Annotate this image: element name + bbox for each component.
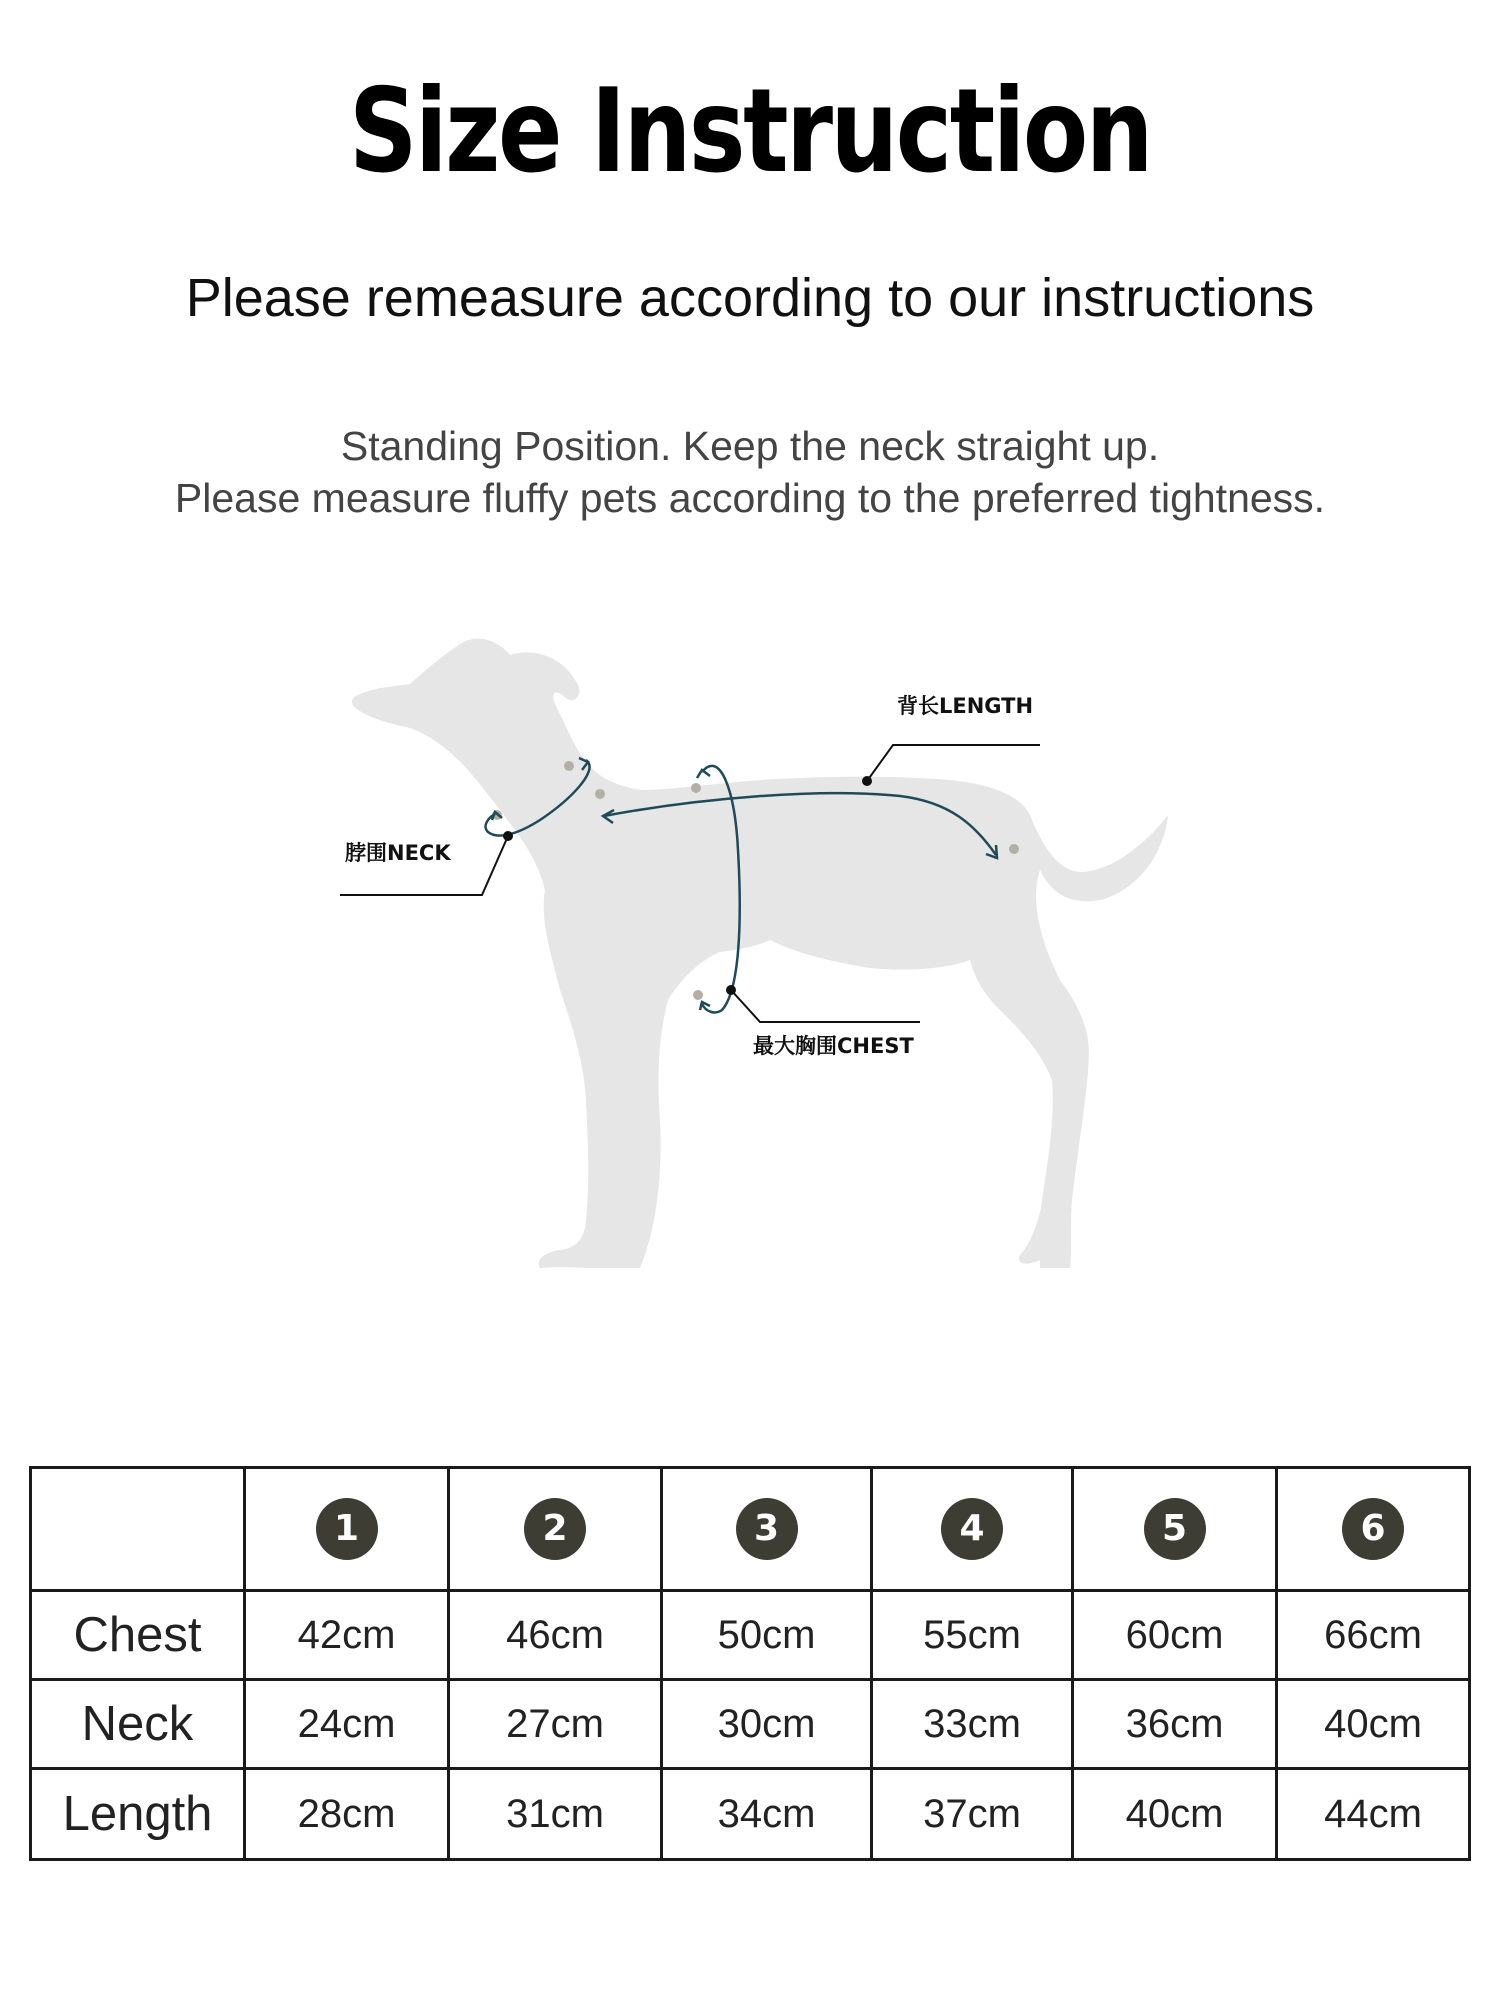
dog-measurement-diagram <box>0 600 1500 1300</box>
size-badge-4: 4 <box>941 1498 1003 1560</box>
chest-label: 最大胸围CHEST <box>753 1034 914 1058</box>
table-cell: 37cm <box>872 1769 1073 1860</box>
table-cell: 33cm <box>872 1680 1073 1769</box>
page-subtitle: Please remeasure according to our instructions <box>185 268 1315 328</box>
table-cell: 40cm <box>1277 1680 1470 1769</box>
size-header-row <box>31 1468 1470 1591</box>
table-cell: 42cm <box>245 1591 449 1680</box>
table-cell: 27cm <box>449 1680 662 1769</box>
row-label-length: Length <box>31 1769 245 1860</box>
size-badge-1: 1 <box>316 1498 378 1560</box>
instruction-line-1: Standing Position. Keep the neck straight up. <box>340 423 1160 469</box>
table-row-length <box>31 1769 1470 1860</box>
table-cell: 55cm <box>872 1591 1073 1680</box>
size-badge-6: 6 <box>1342 1498 1404 1560</box>
page-title: Size Instruction <box>348 64 1152 199</box>
table-cell: 34cm <box>662 1769 872 1860</box>
table-cell: 30cm <box>662 1680 872 1769</box>
table-row-chest <box>31 1591 1470 1680</box>
size-badge-2: 2 <box>524 1498 586 1560</box>
length-label: 背长LENGTH <box>897 694 1034 718</box>
table-cell: 50cm <box>662 1591 872 1680</box>
size-badge-5: 5 <box>1144 1498 1206 1560</box>
table-cell: 66cm <box>1277 1591 1470 1680</box>
size-badge-3: 3 <box>736 1498 798 1560</box>
table-cell: 46cm <box>449 1591 662 1680</box>
neck-label: 脖围NECK <box>345 841 451 865</box>
empty-corner-cell <box>31 1468 245 1591</box>
row-label-chest: Chest <box>31 1591 245 1680</box>
table-cell: 36cm <box>1073 1680 1277 1769</box>
table-cell: 40cm <box>1073 1769 1277 1860</box>
table-cell: 60cm <box>1073 1591 1277 1680</box>
row-label-neck: Neck <box>31 1680 245 1769</box>
table-cell: 31cm <box>449 1769 662 1860</box>
size-chart-table <box>29 1466 1471 1861</box>
dog-silhouette <box>352 639 1168 1268</box>
table-cell: 44cm <box>1277 1769 1470 1860</box>
table-cell: 24cm <box>245 1680 449 1769</box>
instruction-line-2: Please measure fluffy pets according to the preferred tightness. <box>174 475 1326 521</box>
table-row-neck <box>31 1680 1470 1769</box>
table-cell: 28cm <box>245 1769 449 1860</box>
